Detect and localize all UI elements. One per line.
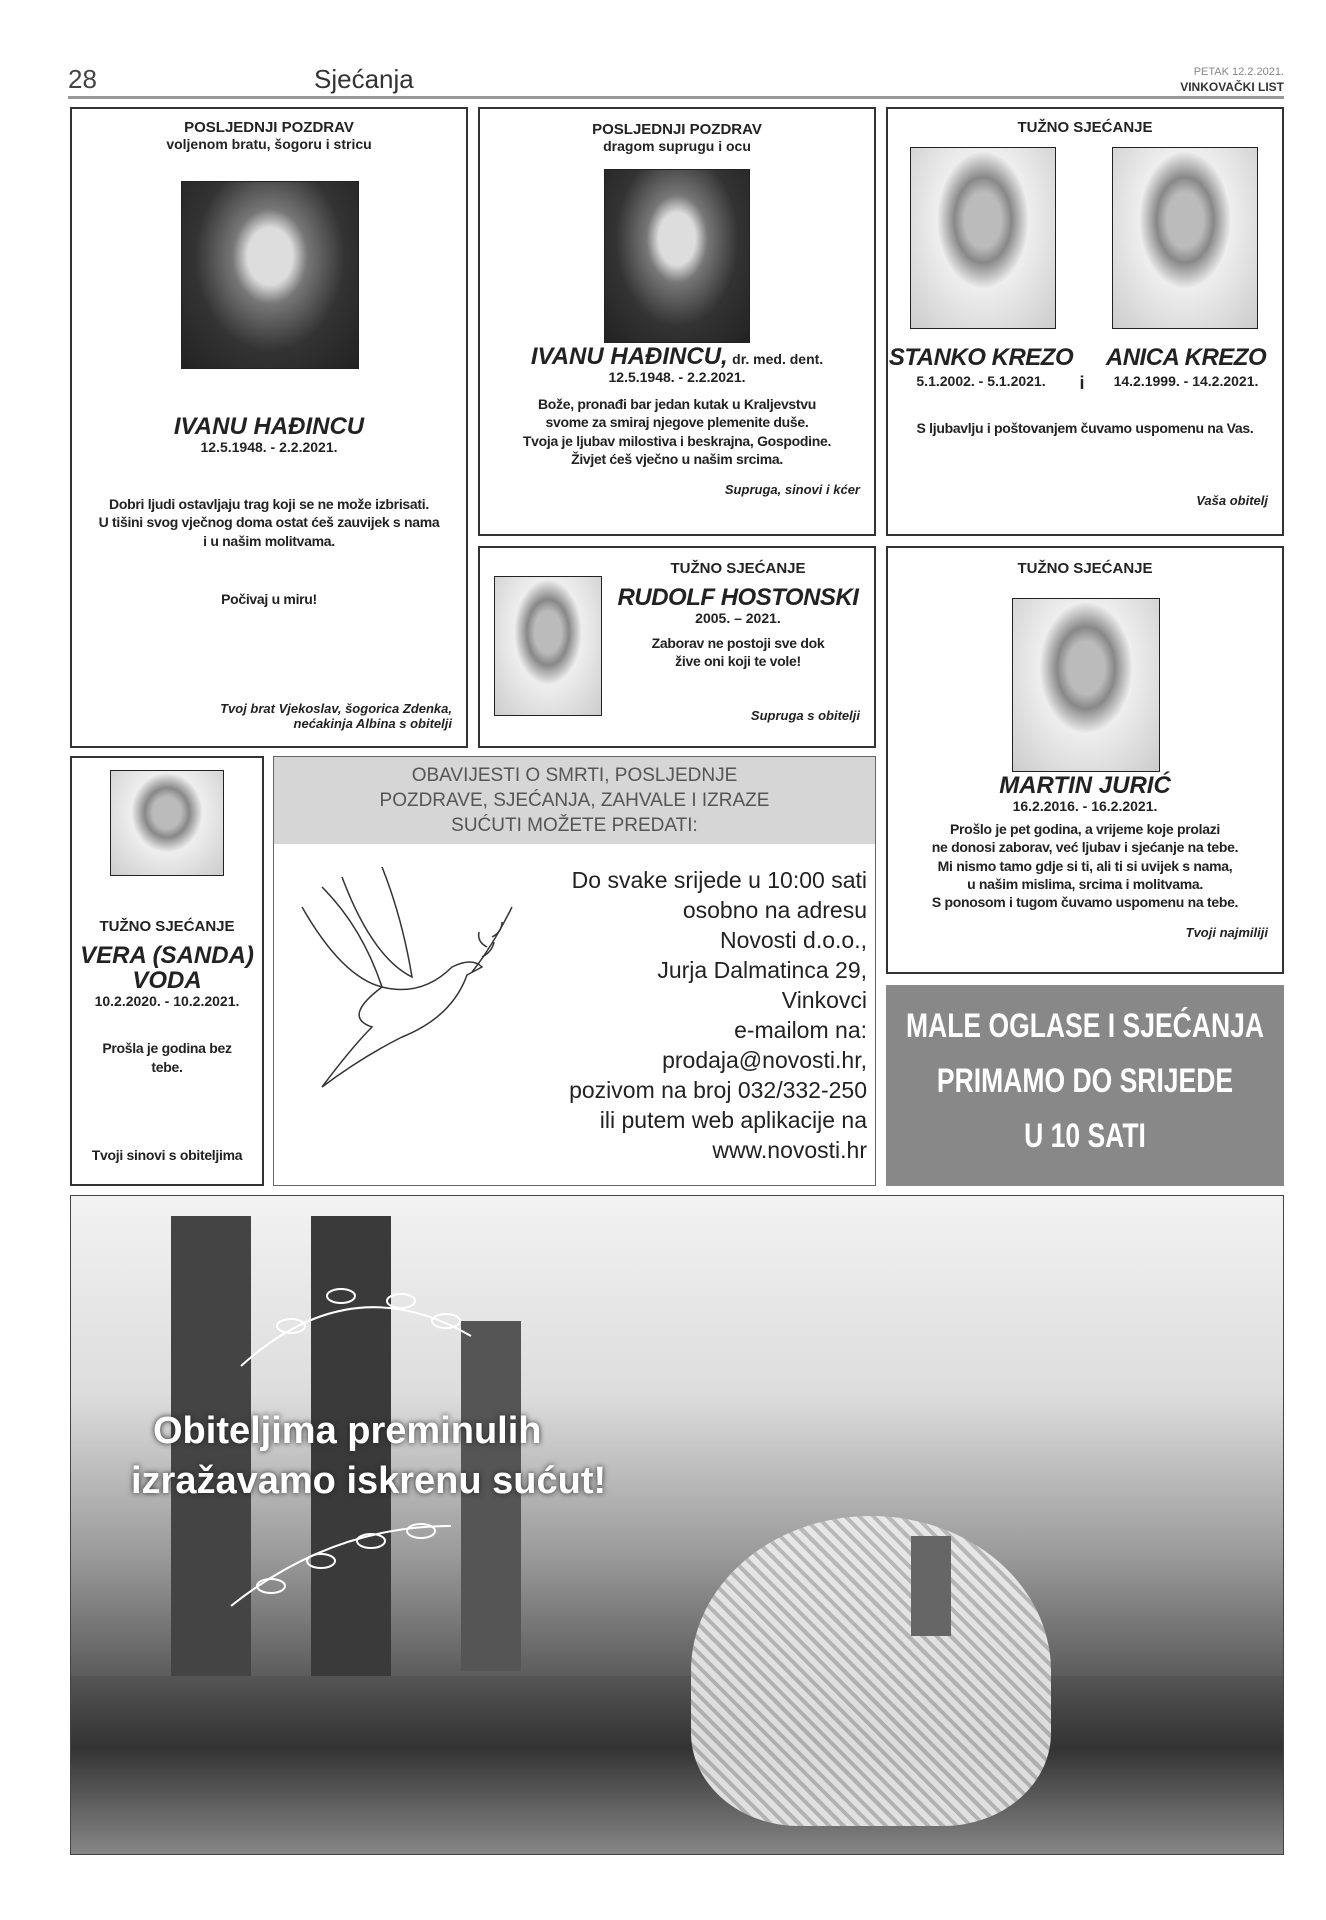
heading: TUŽNO SJEĆANJE <box>1017 119 1153 136</box>
portrait-photo <box>604 169 750 343</box>
text: S ljubavlju i poštovanjem čuvamo uspomenu na Vas. <box>916 420 1254 436</box>
subheading: voljenom bratu, šogoru i stricu <box>166 136 372 152</box>
heading: POSLJEDNJI POZDRAV <box>592 121 762 138</box>
signature-line: Tvoj brat Vjekoslav, šogorica Zdenka, <box>220 701 452 716</box>
text-line: Prošlo je pet godina, a vrijeme koje prolazi <box>950 821 1220 838</box>
heading: TUŽNO SJEĆANJE <box>1017 560 1153 577</box>
title: dr. med. dent. <box>732 351 824 367</box>
obituary-krezo <box>886 107 1284 536</box>
conjunction: i <box>1079 373 1085 393</box>
info-line: Jurja Dalmatinca 29, <box>657 957 867 983</box>
signature-line: nećakinja Albina s obitelji <box>293 716 452 731</box>
deceased-name: IVANU HAĐINCU, <box>530 343 728 370</box>
obituary-martin-juric <box>886 546 1284 974</box>
subheading: dragom suprugu i ocu <box>603 138 751 154</box>
portrait-photo <box>494 576 602 716</box>
portrait-photo <box>110 770 224 876</box>
paper-name: VINKOVAČKI LIST <box>1180 80 1284 94</box>
basket <box>691 1516 1051 1826</box>
text-line: Mi nismo tamo gdje si ti, ali ti si uvijek s nama, <box>937 857 1233 874</box>
text-line: U tišini svog vječnog doma ostat ćeš zauvijek s nama <box>98 514 440 531</box>
ad-line: PRIMAMO DO SRIJEDE <box>936 1062 1234 1100</box>
laurel-branch-icon <box>231 1266 491 1376</box>
info-line: osobno na adresu <box>682 897 867 923</box>
heading: POSLJEDNJI POZDRAV <box>184 119 354 136</box>
condolence-message <box>131 1406 606 1506</box>
deceased-name: STANKO KREZO <box>888 344 1074 371</box>
info-line: ili putem web aplikacije na <box>599 1107 867 1133</box>
closing: Počivaj u miru! <box>221 590 317 607</box>
deceased-name: ANICA KREZO <box>1105 344 1267 371</box>
text-line: Zaborav ne postoji sve dok <box>651 635 825 652</box>
dove-icon <box>282 867 522 1097</box>
text-line: svome za smiraj njegove plemenite duše. <box>545 414 809 431</box>
ad-line: U 10 SATI <box>1024 1117 1146 1155</box>
obituary-vera-voda <box>70 756 264 1186</box>
signature: Vaša obitelj <box>1196 493 1268 508</box>
signature: Supruga, sinovi i kćer <box>724 481 860 497</box>
text-line: ne donosi zaborav, već ljubav i sjećanje na tebe. <box>931 839 1239 856</box>
obituary-ivanu-hadincu-brother <box>70 107 468 748</box>
dates: 16.2.2016. - 16.2.2021. <box>1012 798 1158 815</box>
text-line: u našim mislima, srcima i molitvama. <box>967 875 1203 892</box>
dates: 5.1.2002. - 5.1.2021. <box>916 373 1046 389</box>
heading: TUŽNO SJEĆANJE <box>99 918 235 935</box>
dates: 10.2.2020. - 10.2.2021. <box>94 993 240 1010</box>
text-line: Tvoja je ljubav milostiva i beskrajna, Gospodine. <box>522 432 832 449</box>
signature: Tvoji sinovi s obiteljima <box>91 1147 243 1163</box>
deceased-name: MARTIN JURIĆ <box>999 772 1171 799</box>
email-link[interactable]: prodaja@novosti.hr, <box>662 1047 867 1073</box>
website-link[interactable]: www.novosti.hr <box>712 1137 867 1163</box>
deceased-name: IVANU HAĐINCU <box>173 413 365 440</box>
signature: Tvoji najmiliji <box>1185 925 1268 941</box>
portrait-photo <box>1012 598 1160 772</box>
text-line: Bože, pronađi bar jedan kutak u Kraljevstvu <box>537 396 817 413</box>
info-details <box>569 865 867 1165</box>
header-rule <box>68 96 1284 99</box>
dates: 14.2.1999. - 14.2.2021. <box>1113 373 1259 389</box>
obituary-ivanu-hadincu-husband <box>478 107 876 536</box>
info-banner <box>274 757 875 844</box>
deceased-name: VODA <box>132 967 202 995</box>
issue-date: PETAK 12.2.2021. <box>1193 66 1284 78</box>
condolence-line: izražavamo iskrenu sućut! <box>131 1460 607 1502</box>
cemetery-photo <box>70 1195 1284 1855</box>
text-line: žive oni koji te vole! <box>675 653 801 670</box>
page-number: 28 <box>68 64 97 94</box>
info-line: Vinkovci <box>781 987 867 1013</box>
dates: 2005. – 2021. <box>695 610 781 627</box>
deceased-name: RUDOLF HOSTONSKI <box>617 584 859 611</box>
condolence-line: Obiteljima preminulih <box>153 1410 542 1452</box>
signature: Supruga s obitelji <box>750 708 860 723</box>
text-line: tebe. <box>151 1058 183 1075</box>
portrait-photo <box>181 181 359 369</box>
classified-ad-banner <box>886 985 1284 1186</box>
laurel-branch-icon <box>211 1506 471 1616</box>
banner-line: OBAVIJESTI O SMRTI, POSLJEDNJE <box>411 765 738 786</box>
banner-line: SUĆUTI MOŽETE PREDATI: <box>451 815 698 836</box>
submission-info-box <box>273 756 876 1186</box>
grave-slab <box>71 1676 1284 1855</box>
text-line: i u našim molitvama. <box>203 532 335 549</box>
dates: 12.5.1948. - 2.2.2021. <box>200 439 338 456</box>
section-title: Sjećanja <box>314 64 414 94</box>
banner-line: POZDRAVE, SJEĆANJA, ZAHVALE I IZRAZE <box>379 790 770 811</box>
ad-line: MALE OGLASE I SJEĆANJA <box>905 1007 1265 1045</box>
info-line: Do svake srijede u 10:00 sati <box>571 867 867 893</box>
deceased-name: VERA (SANDA) <box>80 942 254 969</box>
text-line: Živjet ćeš vječno u našim srcima. <box>571 450 783 467</box>
info-line: Novosti d.o.o., <box>719 927 867 953</box>
portrait-photo-stanko <box>910 147 1056 329</box>
info-line: e-mailom na: <box>734 1017 867 1043</box>
dates: 12.5.1948. - 2.2.2021. <box>608 369 746 386</box>
obituary-rudolf-hostonski <box>478 546 876 748</box>
phone-line: pozivom na broj 032/332-250 <box>569 1077 867 1103</box>
candle <box>911 1536 951 1636</box>
text-line: Dobri ljudi ostavljaju trag koji se ne može izbrisati. <box>109 496 429 513</box>
text-line: Prošla je godina bez <box>102 1040 232 1057</box>
portrait-photo-anica <box>1112 147 1258 329</box>
heading: TUŽNO SJEĆANJE <box>670 560 806 577</box>
text-line: S ponosom i tugom čuvamo uspomenu na tebe. <box>931 893 1239 910</box>
